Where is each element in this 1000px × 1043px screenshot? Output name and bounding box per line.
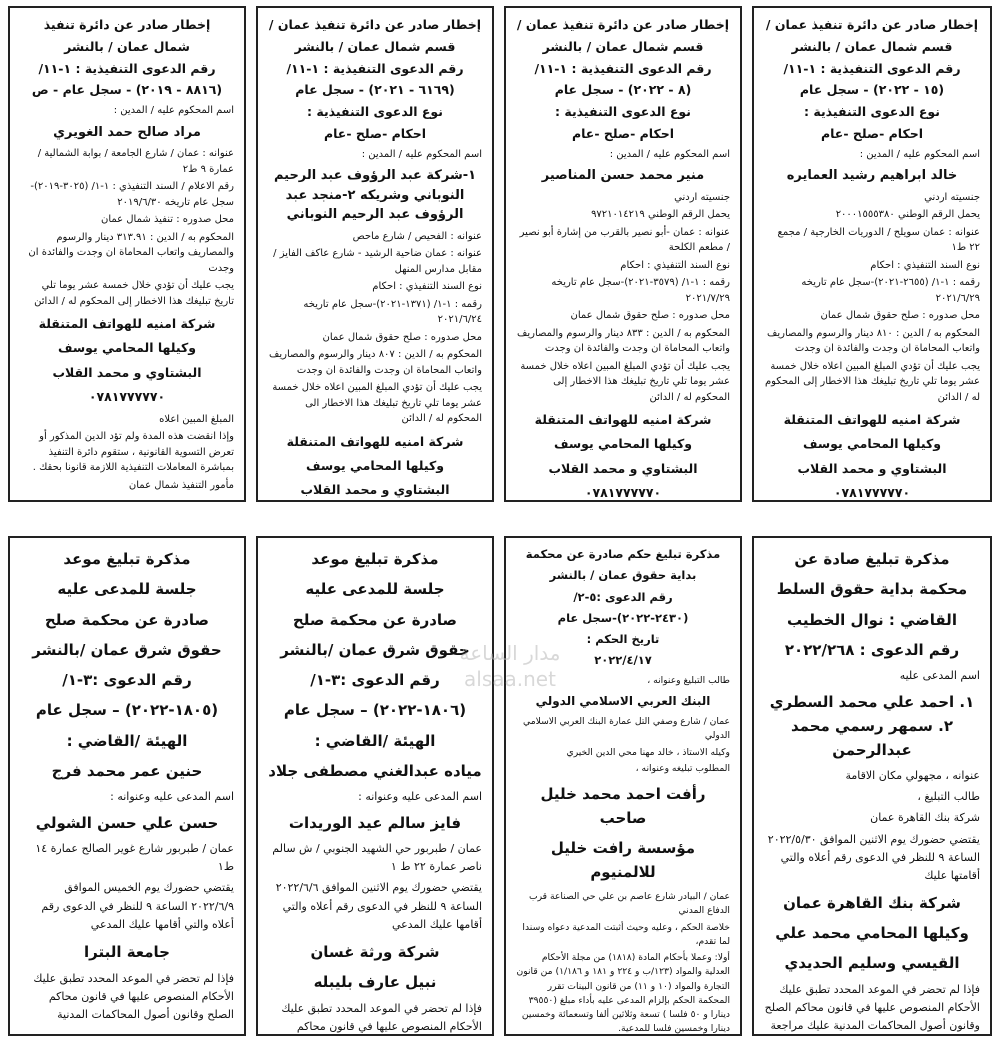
notice-footer: فإذا لم تحضر في الموعد المحدد تطبق عليك الأحكام المنصوص عليها في قانون محاكم الصلح وقانون أصول المحاكمات المدنية عليك مراجعة [764, 982, 980, 1033]
notice-header-line: إخطار صادر عن دائرة تنفيذ [43, 17, 211, 32]
notice-header-line: شمال عمان / بالنشر [64, 38, 190, 54]
notice-paragraph: يحمل الرقم الوطني ٩٧٢١٠١٤٢١٩ [591, 209, 730, 220]
notice-paragraph: رقمه : ١-١/ (٢٦٥٥-٢٠٢١)-سجل عام تاريخه ٢٠٢١/٦/٢٩ [801, 277, 980, 304]
notice-paragraph: وكيله الاستاذ ، خالد مهنا محي الدين الخيري [566, 746, 730, 758]
notice-paragraph: جنسيته اردني [674, 191, 730, 203]
notice-header [268, 16, 482, 144]
notice-paragraph: المطلوب تبليغه وعنوانه ، [635, 762, 730, 774]
notice-paragraph: رقمه : ١-١/ (٣٥٧٩-٢٠٢١)-سجل عام تاريخه ٢٠٢١/٧/٢٩ [551, 277, 730, 304]
notice-header-line: رقم الدعوى التنفيذية : ١-١١/ [783, 60, 961, 76]
notice-header [764, 16, 980, 144]
notice-paragraph: نوع السند التنفيذي : احكام [620, 259, 730, 271]
notice-header-line: رقم الدعوى التنفيذية : ١-١١/ [38, 60, 216, 76]
notice-paragraph: عنوانه ، مجهولي مكان الاقامة [845, 769, 980, 783]
claimant-name: شركة امنيه للهواتف المتنقلة [38, 316, 216, 331]
notice-footer: أولا: وعملا بأحكام المادة (١٨١٨) من مجلة الأحكام العدلية والمواد (١٢٣/ب و ٢٢٤ و ١٨١ و ١/١٨٦) من قانون التجارة والمواد (١٠ و ١١) من قانون البينات تقرر المحكمة الحكم بإلزام المدعى عليه بأداء مبلغ (٣٩٥٥٠ دينارا و ٥٠ فلسا ) تسعة وثلاثين ألفا وتسعمائة وخمسين دينارا وخمسين فلسا للمدعية. [516, 952, 730, 1035]
party-name: فايز سالم عيد الوريدات [288, 814, 462, 833]
notice-header-line: القاضي : نوال الخطيب [787, 610, 957, 629]
claimant-name: جامعة البترا [83, 942, 170, 961]
party-name: ١. احمد علي محمد السطري ٢. سمهر رسمي محمد عبدالرحمن [769, 693, 975, 760]
notice-label: اسم المدعى عليه [899, 669, 980, 682]
notice-footer: خلاصة الحكم ، وعليه وحيث أثبتت المدعية دعواه وسندا لما تقدم، [522, 921, 730, 947]
watermark-line-2: alsaa.net [464, 667, 556, 691]
claimant-name: ٠٧٨١٧٧٧٧٧٠ [833, 485, 911, 501]
notice-header-line: الهيئة /القاضي : [314, 731, 436, 750]
notice-paragraph: يحمل الرقم الوطني ٢٠٠٠١٥٥٥٣٨٠ [835, 209, 980, 220]
claimant-name: شركة امنيه للهواتف المتنقلة [534, 412, 712, 427]
notice-header [268, 546, 482, 784]
notice-label: اسم المحكوم عليه / المدين : [609, 148, 730, 160]
notice-header-line: رقم الدعوى التنفيذية : ١-١١/ [534, 60, 712, 76]
notice-header [516, 546, 730, 670]
notice-header-line: احكام -صلح -عام [571, 125, 675, 141]
notice-header-line: (٨ - ٢٠٢٢) - سجل عام [554, 82, 692, 98]
claimant-name: ٠٧٨١٧٧٧٧٧٠ [584, 485, 662, 501]
notice-paragraph: شركة بنك القاهرة عمان [870, 811, 980, 825]
claimant-name: وكيلها المحامي محمد علي [775, 923, 969, 942]
notice-paragraph: رقمه : ١-١/ (١٣٧١-٢٠٢١)-سجل عام تاريخه ٢٠٢١/٦/٢٤ [303, 298, 482, 325]
claimant-name: رأفت احمد محمد خليل صاحب [540, 785, 706, 828]
notice-header-line: صادرة عن محكمة صلح [44, 610, 210, 629]
notice-header-line: نوع الدعوى التنفيذية : [555, 104, 691, 119]
party-name: منير محمد حسن المناصير [541, 168, 705, 183]
notice-paragraph: عمان / طبربور حي الشهيد الجنوبي / ش سالم ناصر عمارة ٢٢ ط ١ [272, 842, 482, 874]
claimant-name: البشتاوي و محمد القلاب [52, 364, 202, 380]
notice-paragraph: نوع السند التنفيذي : احكام [870, 259, 980, 271]
notice-paragraph: يقتضي حضورك يوم الاثنين الموافق ٢٠٢٢/٥/٣٠ الساعة ٩ للنظر في الدعوى رقم أعلاه والتي أقامتها عليك [767, 832, 980, 882]
notice-paragraph: يقتضي حضورك يوم الاثنين الموافق ٢٠٢٢/٦/٦ الساعة ٩ للنظر في الدعوى رقم أعلاه والتي أقامها عليك المدعي [275, 881, 482, 931]
notice-paragraph: محل صدوره : تنفيذ شمال عمان [100, 214, 234, 225]
claimant-name: مؤسسة رافت خليل للالمنيوم [550, 839, 696, 882]
notice-paragraph: المحكوم به / الدين : ٨٣٣ دينار والرسوم والمصاريف واتعاب المحاماة ان وجدت والفائدة ان وجدت [516, 327, 730, 354]
notice-header-line: إخطار صادر عن دائرة تنفيذ عمان / [516, 17, 730, 32]
notice-header-line: مذكرة تبليغ صادة عن [794, 550, 950, 568]
claimant-name: شركة امنيه للهواتف المتنقلة [286, 433, 464, 449]
notice-label: طالب التبليغ وعنوانه ، [647, 674, 730, 686]
notice-header-line: رقم الدعوى : ٢٠٢٢/٢٦٨ [784, 640, 960, 659]
notice-header-line: (١٨٠٦-٢٠٢٢) – سجل عام [283, 701, 467, 720]
notice-footer: عمان / البيادر شارع عاصم بن علي حي الصناعة قرب الدفاع المدني [528, 891, 730, 917]
party-name: حسن علي حسن الشولي [35, 814, 219, 833]
notice-execution-4 [752, 6, 992, 502]
party-name: مراد صالح حمد الغويري [53, 124, 201, 140]
notice-paragraph: عنوانه : عمان -أبو نصير بالقرب من إشارة أبو نصير / مطعم الكلحة [519, 226, 730, 253]
notice-footer: وإذا انقضت هذه المدة ولم تؤد الدين المذكور أو تعرض التسوية القانونية ، ستقوم دائرة التنفيذ بمباشرة المعاملات التنفيذية اللازمة قانونا بحقك . [32, 431, 234, 473]
notice-header [764, 546, 980, 663]
notice-paragraph: محل صدوره : صلح حقوق شمال عمان [322, 331, 482, 343]
notice-header-line: بداية حقوق عمان / بالنشر [549, 568, 697, 583]
party-name: خالد ابراهيم رشيد العمايره [786, 168, 958, 183]
notice-paragraph: يجب عليك أن تؤدي خلال خمسة عشر يوما تلي تاريخ تبليغك هذا الاخطار إلى المحكوم له / الدائن [34, 280, 234, 307]
notice-paragraph: محل صدوره : صلح حقوق شمال عمان [570, 310, 730, 321]
notice-execution-2 [256, 6, 494, 502]
watermark-line-1: مدار الساعة [459, 641, 561, 665]
notice-header-line: مذكرة تبليغ موعد [63, 550, 191, 568]
notice-header-line: (٦١٦٩ - ٢٠٢١) - سجل عام [295, 82, 455, 98]
notice-header [516, 16, 730, 144]
notice-header-line: مياده عبدالغني مصطفى جلاد [268, 761, 482, 780]
claimant-name: وكيلها المحامي يوسف [802, 436, 942, 452]
notice-header-line: حقوق شرق عمان /بالنشر [32, 640, 222, 659]
notice-paragraph: عمان / طبربور شارع غوير الصالح عمارة ١٤ ط١ [35, 842, 234, 874]
notice-header [20, 16, 234, 100]
party-name: البنك العربي الاسلامي الدولي [535, 693, 711, 708]
notice-header-line: مذكرة تبليغ حكم صادرة عن محكمة [525, 547, 721, 561]
notice-paragraph: نوع السند التنفيذي : احكام [372, 281, 482, 292]
notice-label: اسم المحكوم عليه / المدين : [113, 105, 234, 116]
claimant-name: شركة امنيه للهواتف المتنقلة [783, 412, 961, 427]
notice-execution-1 [8, 6, 246, 502]
notice-paragraph: يجب عليك أن تؤدي المبلغ المبين اعلاه خلال خمسة عشر يوما تلي تاريخ تبليغك هذا الاخطار الى المحكوم له / الدائن [272, 382, 482, 424]
notice-footer: فإذا لم تحضر في الموعد المحدد تطبق عليك الأحكام المنصوص عليها في قانون محاكم الصلح وقانون أصول المحاكمات المدنية [33, 971, 234, 1022]
notice-label: اسم المدعى عليه وعنوانه : [110, 790, 234, 803]
party-name: ١-شركة عبد الرؤوف عبد الرحيم النوباني وشريكه ٢-منجد عبد الرؤوف عبد الرحيم النوباني [273, 168, 477, 222]
notice-paragraph: المحكوم به / الدين : ٨٠٧ دينار والرسوم والمصاريف واتعاب المحاماة ان وجدت والفائدة ان وجدت [268, 349, 482, 376]
notice-header-line: قسم شمال عمان / بالنشر [294, 38, 456, 54]
notice-header-line: (١٨٠٥-٢٠٢٢) – سجل عام [35, 701, 219, 720]
claimant-name: شركة ورثة غسان [310, 942, 440, 961]
notice-paragraph: عنوانه : عمان / شارع الجامعة / بوابة الشمالية / عمارة ٩ ط٢ [37, 148, 234, 175]
notice-hearing-2 [256, 536, 494, 1036]
claimant-name: نبيل عارف بليبله [313, 972, 437, 991]
notice-execution-3 [504, 6, 742, 502]
notice-header-line: الهيئة /القاضي : [66, 731, 188, 750]
notice-header-line: إخطار صادر عن دائرة تنفيذ عمان / [268, 17, 482, 32]
notice-paragraph: يجب عليك أن تؤدي المبلغ المبين اعلاه خلال خمسة عشر يوما تلي تاريخ تبليغك هذا الاخطار إلى المحكوم له / الدائن [764, 360, 980, 403]
notice-paragraph: يقتضي حضورك يوم الخميس الموافق ٢٠٢٢/٦/٩ الساعة ٩ للنظر في الدعوى رقم أعلاه والتي أقامها عليك المدعي [41, 881, 234, 931]
notice-footer: المبلغ المبين اعلاه [159, 413, 234, 425]
notice-header-line: تاريخ الحكم : [586, 632, 660, 646]
notice-header-line: رقم الدعوى :٣-١/ [310, 671, 440, 689]
notice-header-line: حقوق شرق عمان /بالنشر [280, 640, 470, 659]
notice-header-line: رقم الدعوى :٥-٢/ [573, 589, 673, 604]
notice-label: اسم المحكوم عليه / المدين : [859, 148, 980, 160]
notice-hearing-1 [8, 536, 246, 1036]
notice-header-line: ٢٠٢٢/٤/١٧ [594, 653, 652, 668]
notice-paragraph: عنوانه : عمان سويلح / الدوريات الخارجية / مجمع ٢٢ ط١ [777, 226, 980, 253]
notice-footer: مأمور التنفيذ شمال عمان [128, 479, 234, 491]
notice-paragraph: جنسيته اردني [924, 191, 980, 203]
notice-header-line: نوع الدعوى التنفيذية : [307, 104, 443, 119]
notice-header-line: جلسة للمدعى عليه [57, 580, 197, 599]
notice-header [20, 546, 234, 784]
notice-header-line: رقم الدعوى التنفيذية : ١-١١/ [286, 60, 464, 76]
notice-header-line: قسم شمال عمان / بالنشر [791, 38, 953, 54]
notice-label: اسم المحكوم عليه / المدين : [361, 148, 482, 160]
notice-paragraph: المحكوم به / الدين : ٨١٠ دينار والرسوم والمصاريف واتعاب المحاماة ان وجدت والفائدة ان وجدت [766, 327, 980, 354]
claimant-name: وكيلها المحامي يوسف [553, 436, 693, 452]
notice-paragraph: يجب عليك أن تؤدي المبلغ المبين اعلاه خلال خمسة عشر يوما تلي تاريخ تبليغك هذا الاخطار إلى المحكوم له / الدائن [520, 360, 730, 403]
notice-header-line: إخطار صادر عن دائرة تنفيذ عمان / [765, 17, 979, 32]
claimant-name: وكيلها المحامي يوسف [305, 457, 445, 473]
notice-judgment [504, 536, 742, 1036]
notice-footer: فإذا لم تحضر في الموعد المحدد تطبق عليك الأحكام المنصوص عليها في قانون محاكم [281, 1001, 482, 1033]
notice-header-line: (٢٤٣٠-٢٠٢٢)-سجل عام [557, 610, 689, 625]
notice-header-line: حنين عمر محمد فرج [51, 761, 203, 780]
claimant-name: البشتاوي و محمد القلاب [797, 460, 947, 476]
notice-hearing-salt [752, 536, 992, 1036]
notice-paragraph: عمان / شارع وصفي التل عمارة البنك العربي الاسلامي الدولي [523, 716, 730, 742]
notice-header-line: (١٥ - ٢٠٢٢) - سجل عام [799, 82, 945, 98]
claimant-name: البشتاوي و محمد القلاب [548, 460, 698, 476]
claimant-name: البشتاوي و محمد القلاب [300, 482, 450, 498]
notice-header-line: نوع الدعوى التنفيذية : [804, 104, 940, 119]
notice-paragraph: طالب التبليغ ، [917, 790, 980, 804]
notice-header-line: محكمة بداية حقوق السلط [776, 580, 968, 599]
notice-paragraph: محل صدوره : صلح حقوق شمال عمان [820, 310, 980, 321]
notice-header-line: جلسة للمدعى عليه [305, 580, 445, 599]
notice-paragraph: رقم الاعلام / السند التنفيذي : ١-١/ (٣٠٢٥-٢٠١٩)-سجل عام تاريخه ٢٠١٩/٦/٣٠ [30, 181, 234, 208]
claimant-name: القيسي وسليم الحديدي [784, 953, 960, 972]
notice-header-line: احكام -صلح -عام [820, 125, 924, 141]
notice-paragraph: عنوانه : عمان ضاحية الرشيد - شارع عاكف الفايز / مقابل مدارس المنهل [273, 248, 482, 275]
claimant-name: وكيلها المحامي يوسف [57, 340, 197, 356]
claimant-name: ٠٧٨١٧٧٧٧٧٠ [88, 389, 166, 405]
notice-header-line: رقم الدعوى :٣-١/ [62, 671, 192, 689]
notice-header-line: قسم شمال عمان / بالنشر [542, 38, 704, 54]
notice-header-line: (٨٨١٦ - ٢٠١٩) - سجل عام - ص [31, 82, 223, 98]
notice-label: اسم المدعى عليه وعنوانه : [358, 790, 482, 803]
notice-header-line: احكام -صلح -عام [323, 125, 427, 141]
notice-paragraph: المحكوم به / الدين : ٣١٣.٩١ دينار والرسوم والمصاريف واتعاب المحاماة ان وجدت والفائدة ان وجدت [28, 231, 234, 274]
notice-header-line: مذكرة تبليغ موعد [311, 550, 439, 568]
claimant-name: شركة بنك القاهرة عمان [783, 893, 961, 912]
notice-header-line: صادرة عن محكمة صلح [292, 610, 458, 629]
notice-paragraph: عنوانه : الفحيص / شارع ماحص [352, 230, 482, 242]
